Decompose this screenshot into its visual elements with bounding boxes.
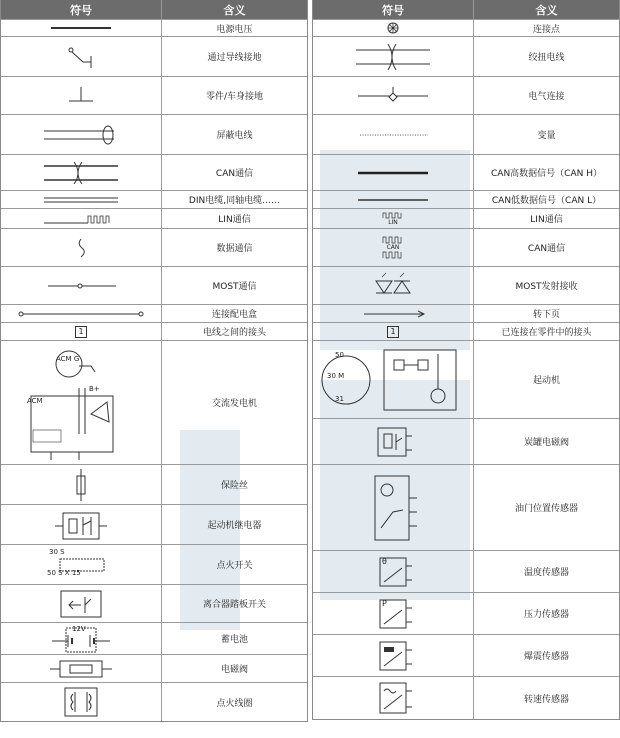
row-label: 转速传感器 bbox=[523, 694, 569, 705]
row-label: DIN电缆,同轴电缆…… bbox=[188, 196, 281, 206]
table-row bbox=[1, 208, 307, 228]
row-label: 连接配电盒 bbox=[211, 310, 257, 320]
ignition-switch-icon bbox=[1, 545, 162, 584]
starter-relay-icon bbox=[1, 505, 162, 544]
table-row bbox=[1, 340, 307, 464]
table-row bbox=[313, 19, 619, 36]
table-row bbox=[1, 682, 307, 721]
meaning-column-header: 含义 bbox=[223, 3, 246, 17]
row-label: 电线之间的接头 bbox=[202, 328, 266, 338]
row-label: 连接点 bbox=[532, 24, 560, 35]
shielded-wire-icon bbox=[1, 115, 162, 154]
row-label: 数据通信 bbox=[216, 244, 253, 254]
table-row bbox=[313, 304, 619, 322]
table-row bbox=[1, 654, 307, 682]
table-row bbox=[313, 114, 619, 154]
row-label: 已连接在零件中的接头 bbox=[501, 328, 592, 338]
table-row bbox=[1, 228, 307, 266]
row-label: 蓄电池 bbox=[220, 635, 248, 645]
table-row bbox=[1, 19, 307, 36]
row-label: 油门位置传感器 bbox=[514, 504, 578, 514]
alternator-icon bbox=[1, 341, 162, 464]
connector-number: 1 bbox=[75, 326, 86, 338]
row-label: 炭罐电磁阀 bbox=[523, 438, 569, 448]
table-row bbox=[1, 114, 307, 154]
twisted-wire-icon bbox=[313, 37, 474, 76]
table-row bbox=[313, 418, 619, 464]
row-label: LIN通信 bbox=[530, 215, 563, 225]
table-row bbox=[1, 584, 307, 622]
row-label: 温度传感器 bbox=[523, 568, 569, 578]
pressure-symbol: P bbox=[382, 599, 387, 608]
ignition-switch-text: 30 S bbox=[49, 548, 65, 556]
row-label: 变量 bbox=[537, 131, 556, 141]
fuse-icon bbox=[1, 465, 162, 504]
power-voltage-line-icon bbox=[1, 20, 162, 36]
speed-sensor-icon bbox=[313, 677, 474, 719]
alternator-text: ACM G bbox=[56, 355, 80, 363]
can-low-icon bbox=[313, 191, 474, 208]
row-label: 零件/车身接地 bbox=[205, 92, 264, 102]
symbol-column-header: 符号 bbox=[1, 0, 162, 19]
next-page-arrow-icon bbox=[313, 305, 474, 322]
table-row bbox=[1, 76, 307, 114]
pressure-sensor-icon bbox=[313, 593, 474, 634]
row-label: CAN高数据信号（CAN H） bbox=[491, 169, 602, 179]
starter-terminal-50: 50 bbox=[335, 351, 344, 359]
lin-text: LIN bbox=[388, 218, 398, 226]
table-row bbox=[313, 550, 619, 592]
can-icon bbox=[313, 229, 474, 266]
row-label: 电气连接 bbox=[528, 92, 565, 102]
row-label: CAN低数据信号（CAN L） bbox=[491, 196, 602, 206]
table-row bbox=[1, 322, 307, 340]
alternator-text-3: B+ bbox=[89, 385, 100, 393]
table-row bbox=[1, 36, 307, 76]
lin-pulse-icon bbox=[1, 209, 162, 228]
connection-point-icon bbox=[313, 20, 474, 36]
throttle-sensor-icon bbox=[313, 465, 474, 550]
table-row bbox=[1, 266, 307, 304]
table-row bbox=[313, 36, 619, 76]
table-row bbox=[313, 190, 619, 208]
most-bus-icon bbox=[1, 267, 162, 304]
row-label: 屏蔽电线 bbox=[216, 131, 253, 141]
row-label: 电磁阀 bbox=[220, 665, 248, 675]
table-row bbox=[313, 464, 619, 550]
table-row bbox=[1, 464, 307, 504]
lin-icon bbox=[313, 209, 474, 228]
temp-symbol: θ bbox=[382, 557, 387, 566]
right-table-header bbox=[313, 0, 619, 19]
connector-number: 1 bbox=[387, 326, 398, 338]
table-row bbox=[1, 622, 307, 654]
table-row bbox=[1, 544, 307, 584]
row-label: 保险丝 bbox=[220, 481, 248, 491]
battery-voltage: 12V bbox=[72, 625, 86, 633]
starter-terminal-30m: 30 M bbox=[327, 372, 345, 380]
most-transceiver-icon bbox=[313, 267, 474, 304]
row-label: 离合器踏板开关 bbox=[202, 600, 266, 610]
table-row bbox=[313, 228, 619, 266]
table-row bbox=[313, 322, 619, 340]
table-row bbox=[1, 190, 307, 208]
row-label: 转下页 bbox=[532, 310, 560, 320]
starter-terminal-31: 31 bbox=[335, 395, 344, 403]
data-comm-icon bbox=[1, 229, 162, 266]
can-high-icon bbox=[313, 155, 474, 190]
variable-dotted-icon bbox=[313, 115, 474, 154]
table-row bbox=[313, 266, 619, 304]
battery-icon bbox=[1, 623, 162, 654]
part-connector-icon bbox=[313, 323, 474, 340]
wire-connector-icon bbox=[1, 323, 162, 340]
can-bus-icon bbox=[1, 155, 162, 190]
row-label: 起动机 bbox=[532, 376, 560, 386]
temp-sensor-icon bbox=[313, 551, 474, 592]
body-ground-icon bbox=[1, 77, 162, 114]
junction-box-icon bbox=[1, 305, 162, 322]
row-label: 通过导线接地 bbox=[207, 53, 262, 63]
starter-motor-icon bbox=[313, 341, 474, 418]
left-table-header bbox=[1, 0, 307, 19]
din-coax-icon bbox=[1, 191, 162, 208]
table-row bbox=[313, 592, 619, 634]
table-row bbox=[313, 676, 619, 719]
table-row bbox=[313, 340, 619, 418]
table-row bbox=[1, 304, 307, 322]
table-row bbox=[313, 76, 619, 114]
solenoid-valve-icon bbox=[1, 655, 162, 682]
can-text: CAN bbox=[386, 244, 400, 251]
row-label: 爆震传感器 bbox=[523, 652, 569, 662]
electrical-connection-icon bbox=[313, 77, 474, 114]
row-label: 点火线圈 bbox=[216, 698, 253, 709]
table-row bbox=[313, 154, 619, 190]
row-label: CAN通信 bbox=[215, 169, 254, 179]
row-label: MOST通信 bbox=[212, 282, 257, 292]
row-label: 绞扭电线 bbox=[528, 53, 565, 63]
row-label: 起动机继电器 bbox=[207, 521, 262, 531]
row-label: CAN通信 bbox=[527, 244, 566, 254]
alternator-text-2: ACM bbox=[27, 397, 43, 405]
ignition-coil-icon bbox=[1, 683, 162, 721]
canister-valve-icon bbox=[313, 419, 474, 464]
row-label: MOST发射接收 bbox=[515, 282, 578, 292]
table-row bbox=[1, 504, 307, 544]
row-label: LIN通信 bbox=[218, 215, 251, 225]
table-row bbox=[313, 634, 619, 676]
clutch-switch-icon bbox=[1, 585, 162, 622]
ground-via-wire-icon bbox=[1, 37, 162, 76]
meaning-column-header: 含义 bbox=[535, 3, 558, 17]
right-symbol-table bbox=[312, 0, 620, 720]
row-label: 交流发电机 bbox=[211, 399, 257, 409]
table-row bbox=[1, 154, 307, 190]
symbol-column-header: 符号 bbox=[313, 0, 474, 19]
table-row bbox=[313, 208, 619, 228]
row-label: 电源电压 bbox=[216, 24, 253, 35]
row-label: 点火开关 bbox=[216, 561, 253, 571]
left-symbol-table bbox=[0, 0, 308, 722]
ignition-switch-text-2: 50 S X 15 bbox=[47, 569, 81, 577]
knock-sensor-icon bbox=[313, 635, 474, 676]
row-label: 压力传感器 bbox=[523, 610, 569, 620]
